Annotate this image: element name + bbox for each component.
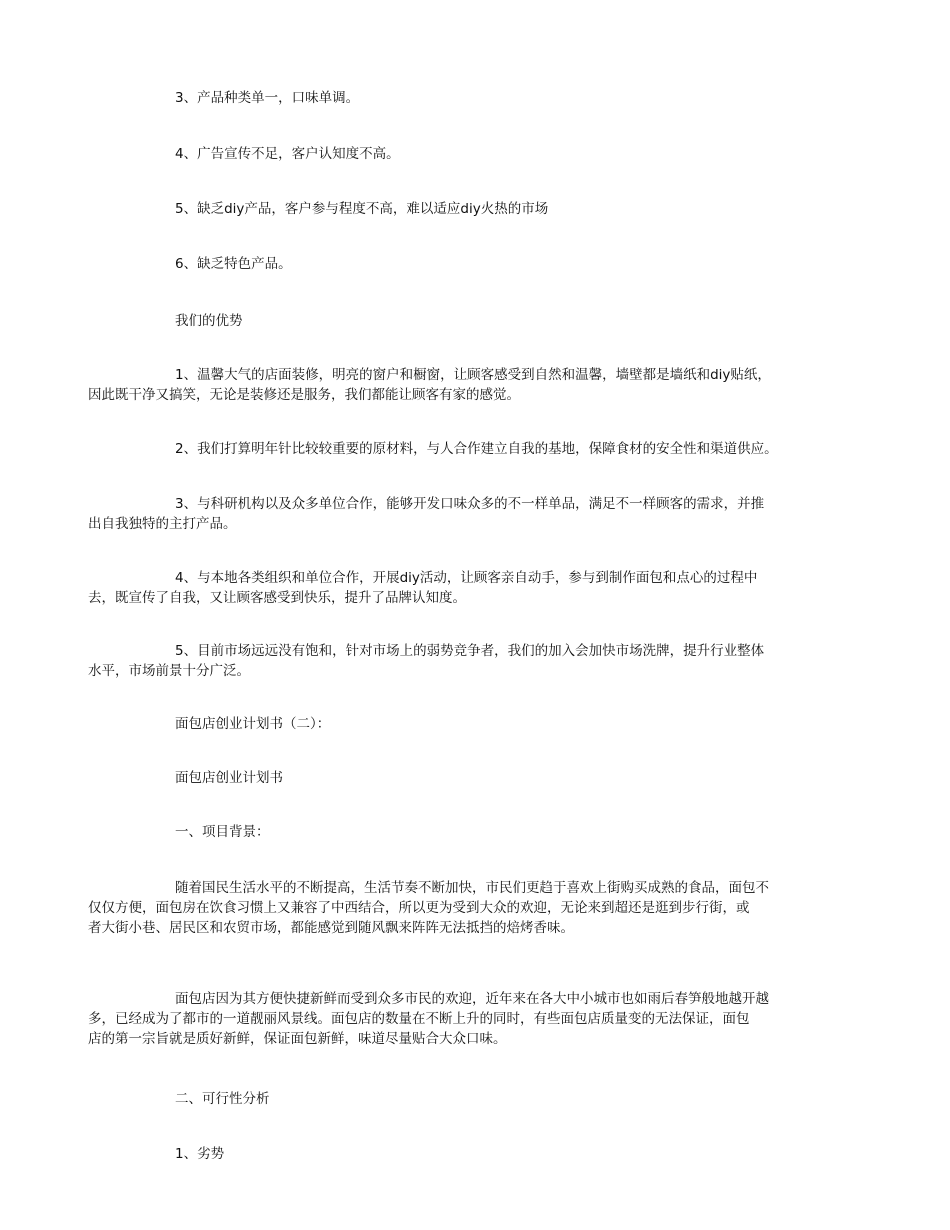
text-line: 3、与科研机构以及众多单位合作，能够开发口味众多的不一样单品，满足不一样顾客的需求，并推 xyxy=(175,496,765,512)
text-line: 5、缺乏diy产品，客户参与程度不高，难以适应diy火热的市场 xyxy=(175,201,549,217)
section-heading xyxy=(88,714,868,734)
text-line: 面包店创业计划书 xyxy=(175,770,283,786)
text-line: 1、劣势 xyxy=(175,1146,225,1162)
text-line: 5、目前市场远远没有饱和，针对市场上的弱势竞争者，我们的加入会加快市场洗牌，提升行业整体 xyxy=(175,643,765,659)
text-line: 4、广告宣传不足，客户认知度不高。 xyxy=(175,146,400,162)
text-line: 6、缺乏特色产品。 xyxy=(175,256,292,272)
text-line: 者大街小巷、居民区和农贸市场，都能感觉到随风飘来阵阵无法抵挡的焙烤香味。 xyxy=(88,920,574,936)
text-line: 店的第一宗旨就是质好新鲜，保证面包新鲜，味道尽量贴合大众口味。 xyxy=(88,1031,507,1047)
text-line: 二、可行性分析 xyxy=(175,1091,270,1107)
text-line: 仅仅方便，面包房在饮食习惯上又兼容了中西结合，所以更为受到大众的欢迎，无论来到超还是逛到步行街，或 xyxy=(88,900,750,916)
section-heading xyxy=(88,822,868,842)
section-heading xyxy=(88,311,868,331)
text-line: 多，已经成为了都市的一道靓丽风景线。面包店的数量在不断上升的同时，有些面包店质量变的无法保证，面包 xyxy=(88,1011,750,1027)
paragraph xyxy=(88,568,868,608)
text-line: 出自我独特的主打产品。 xyxy=(88,516,237,532)
text-line: 面包店创业计划书（二）： xyxy=(175,716,331,732)
paragraph xyxy=(88,1144,868,1164)
paragraph xyxy=(88,989,868,1049)
text-line: 4、与本地各类组织和单位合作，开展diy活动，让顾客亲自动手，参与到制作面包和点心的过程中 xyxy=(175,570,758,586)
paragraph xyxy=(88,88,868,108)
paragraph xyxy=(88,254,868,274)
text-line: 去，既宣传了自我，又让顾客感受到快乐，提升了品牌认知度。 xyxy=(88,590,466,606)
paragraph xyxy=(88,144,868,164)
paragraph xyxy=(88,365,868,405)
text-line: 2、我们打算明年针比较较重要的原材料，与人合作建立自我的基地，保障食材的安全性和渠道供应。 xyxy=(175,441,778,457)
text-line: 水平，市场前景十分广泛。 xyxy=(88,663,250,679)
text-line: 面包店因为其方便快捷新鲜而受到众多市民的欢迎，近年来在各大中小城市也如雨后春笋般地越开越 xyxy=(175,991,769,1007)
document-title xyxy=(88,768,868,788)
text-line: 随着国民生活水平的不断提高，生活节奏不断加快，市民们更趋于喜欢上街购买成熟的食品，面包不 xyxy=(175,880,769,896)
section-heading xyxy=(88,1089,868,1109)
text-line: 因此既干净又搞笑，无论是装修还是服务，我们都能让顾客有家的感觉。 xyxy=(88,387,520,403)
paragraph xyxy=(88,878,868,938)
text-line: 1、温馨大气的店面装修，明亮的窗户和橱窗，让顾客感受到自然和温馨，墙壁都是墙纸和diy贴纸， xyxy=(175,367,771,383)
paragraph xyxy=(88,199,868,219)
paragraph xyxy=(88,641,868,681)
text-line: 一、项目背景： xyxy=(175,824,270,840)
text-line: 3、产品种类单一，口味单调。 xyxy=(175,90,360,106)
paragraph xyxy=(88,439,868,459)
paragraph xyxy=(88,494,868,534)
text-line: 我们的优势 xyxy=(175,313,243,329)
